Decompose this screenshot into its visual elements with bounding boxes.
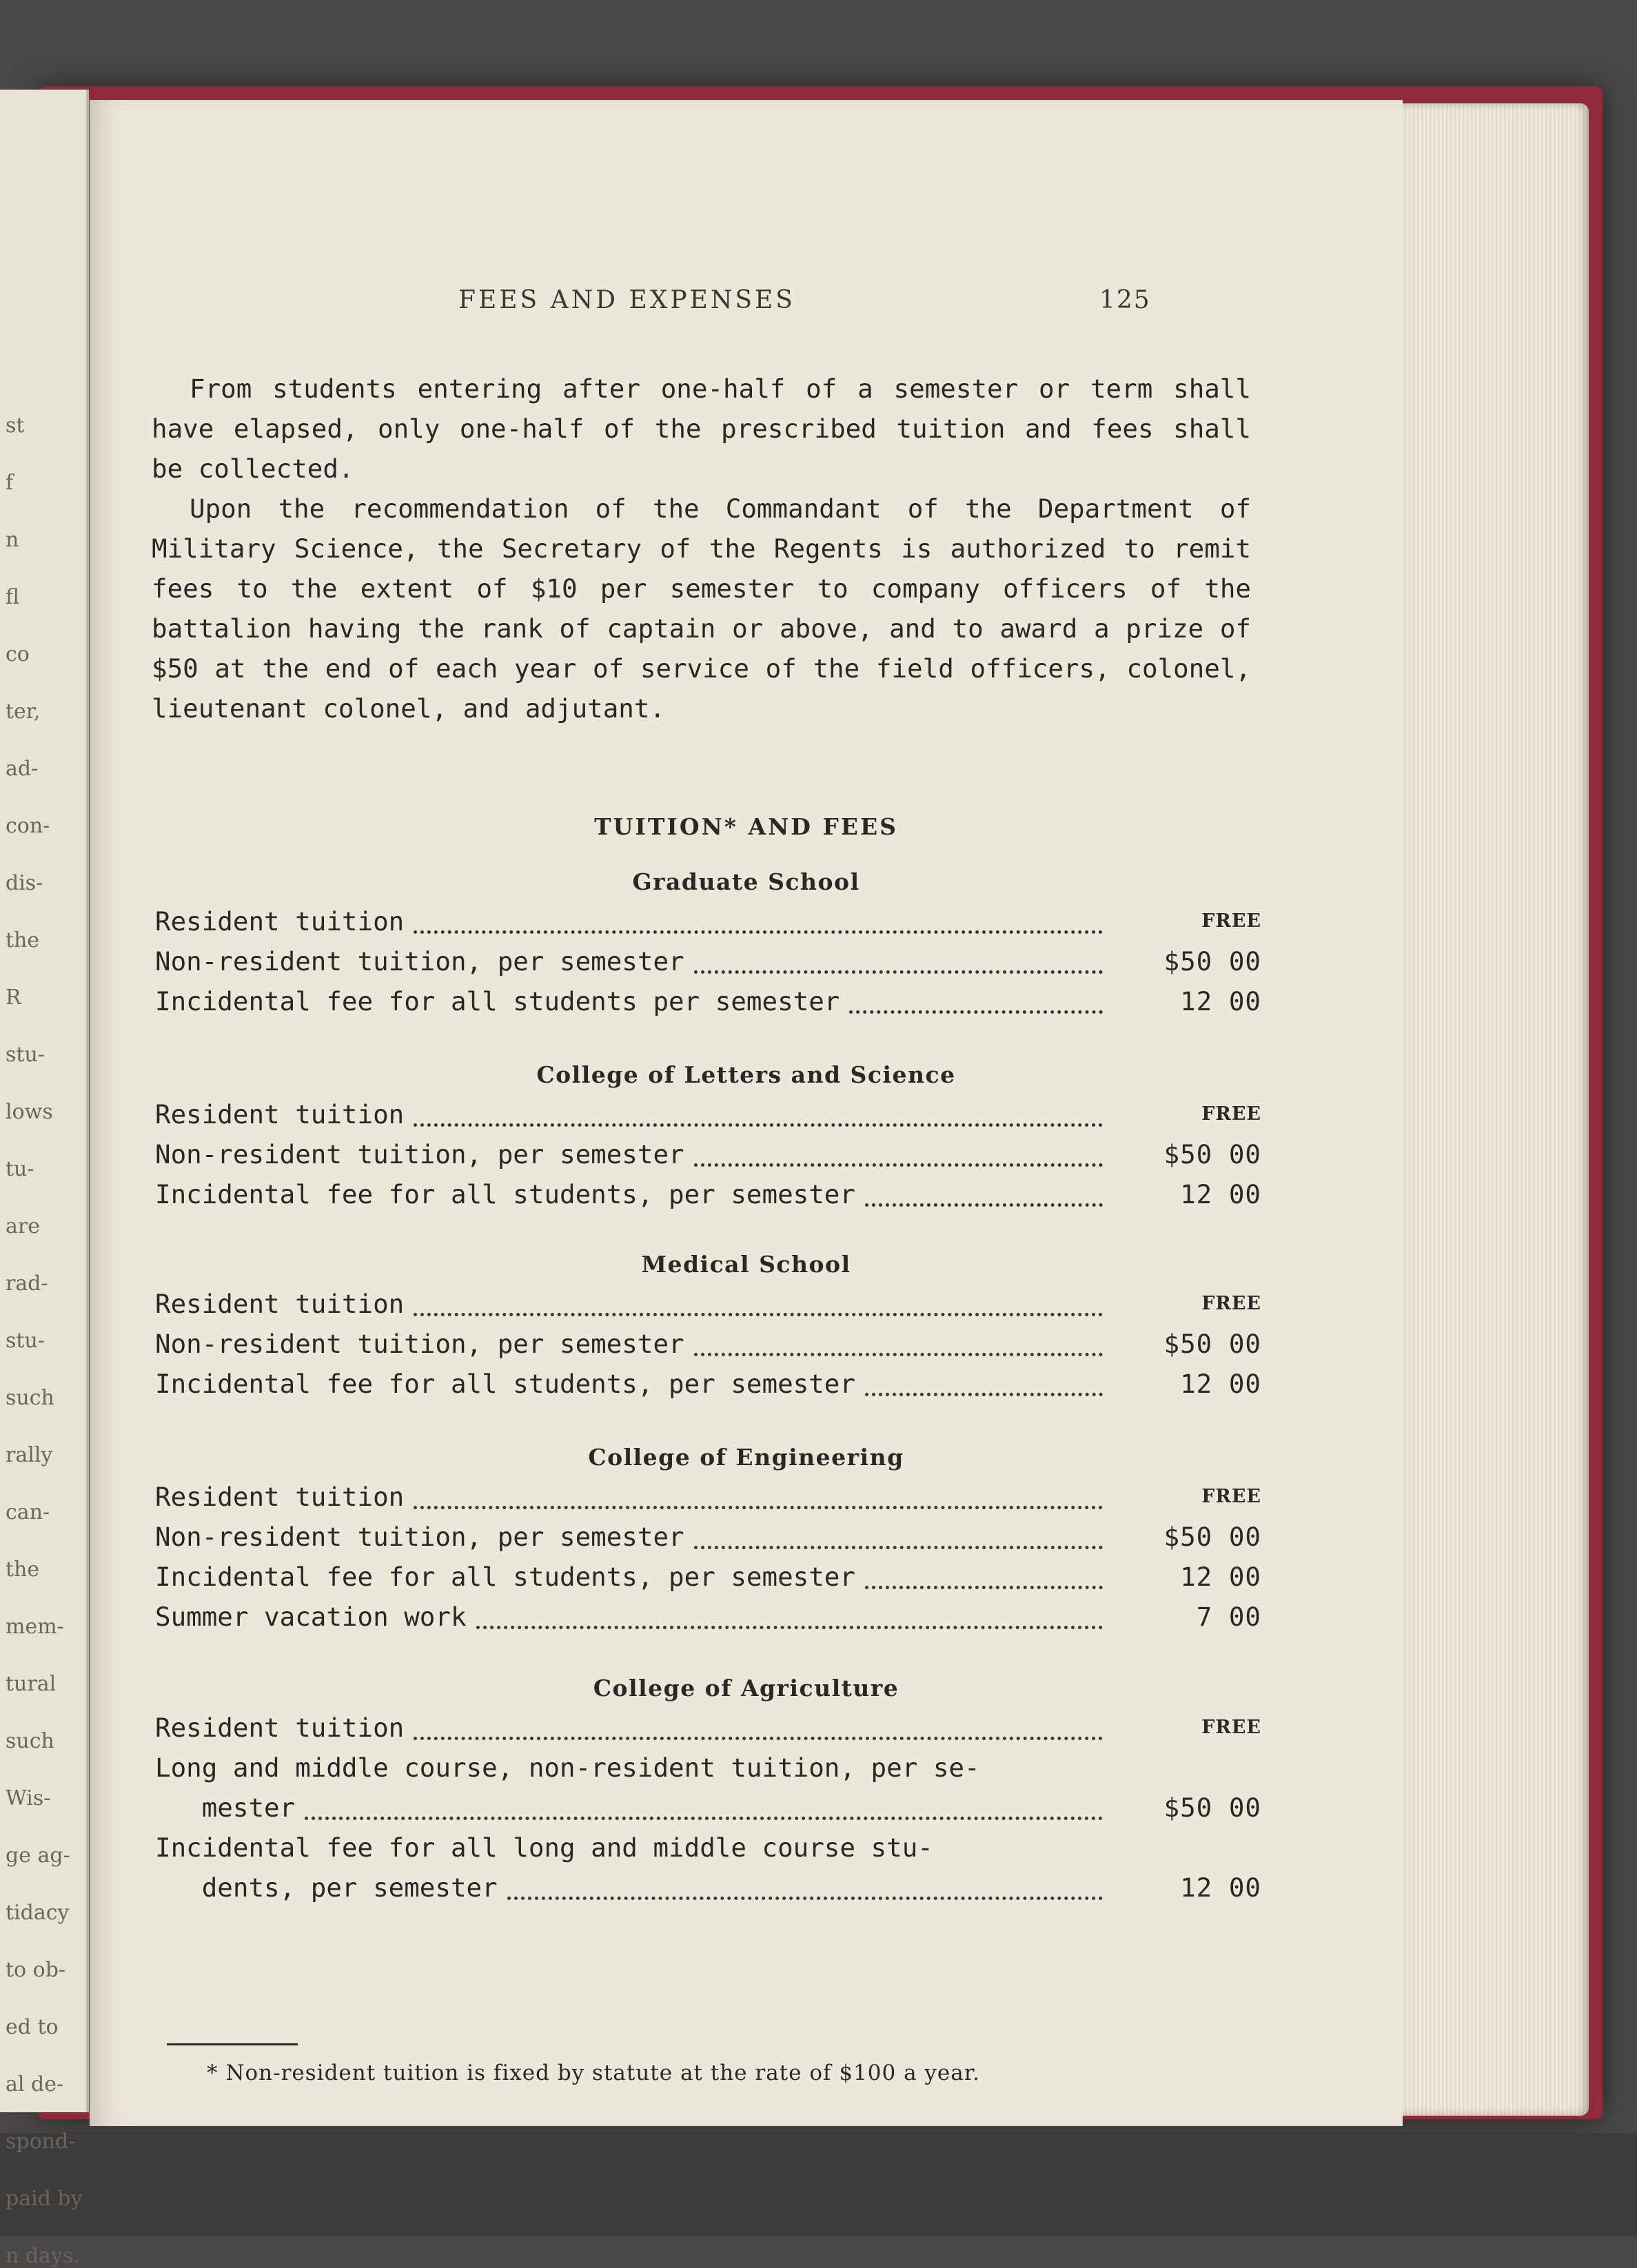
dot-leader [694, 1159, 1103, 1167]
fee-amount: 7 00 [1196, 1602, 1261, 1632]
left-page-text-fragment: Wis- [6, 1786, 51, 1810]
fee-label: dents, per semester [155, 1872, 498, 1903]
dot-leader [849, 1006, 1103, 1014]
left-page-text-fragment: rally [6, 1443, 53, 1467]
running-head [90, 286, 1403, 327]
paragraph: Upon the recommendation of the Commandant of the Department of Military Science, the Secretary of the Regents is authorized to remit fees to the extent of $10 per semester to company officers of the battalion having the rank of captain or above, and to award a prize of $50 at the end of each year of service of the field officers, colonel, lieutenant colonel, and adjutant. [152, 493, 1251, 724]
fee-row [155, 1364, 1261, 1404]
left-page-text-fragment: spond- [6, 2129, 76, 2154]
fee-amount: FREE [1201, 1717, 1261, 1738]
left-page-text-fragment: ge ag- [6, 1843, 70, 1868]
fee-row [155, 1597, 1261, 1637]
left-page-text-fragment: such [6, 1729, 54, 1753]
fee-amount: 12 00 [1180, 1369, 1261, 1399]
left-page-text-fragment: tu- [6, 1157, 34, 1181]
fee-row [155, 901, 1261, 941]
section-heading: Graduate School [632, 868, 860, 895]
left-page-text-fragment: dis- [6, 871, 43, 895]
book-page [90, 100, 1403, 2126]
fee-amount: FREE [1201, 1486, 1261, 1507]
fee-label: Non-resident tuition, per semester [155, 1329, 684, 1359]
fee-label: Incidental fee for all students, per semester [155, 1369, 855, 1399]
dot-leader [694, 1542, 1103, 1549]
fee-row [155, 1557, 1261, 1597]
left-page-text-fragment: paid by [6, 2187, 83, 2211]
dot-leader [865, 1389, 1103, 1396]
dot-leader [414, 926, 1103, 934]
fee-row [155, 1477, 1261, 1517]
left-page-text-fragment: tural [6, 1672, 57, 1696]
left-page-text-fragment: f [6, 471, 14, 495]
fee-row [155, 1134, 1261, 1174]
fee-row [155, 1324, 1261, 1364]
fee-amount: $50 00 [1163, 1792, 1261, 1823]
dot-leader [305, 1812, 1103, 1820]
footnote-rule [167, 2043, 298, 2045]
left-page-text-fragment: n days. [6, 2244, 80, 2268]
fee-label: Resident tuition [155, 1482, 405, 1512]
fee-label: mester [155, 1792, 296, 1823]
fee-row [155, 1094, 1261, 1134]
fee-label: Non-resident tuition, per semester [155, 946, 684, 977]
paragraph: From students entering after one-half of a semester or term shall have elapsed, only one-half of the prescribed tuition and fees shall be collected. [152, 374, 1251, 484]
left-page-text-fragment: the [6, 1557, 40, 1582]
left-page-text-fragment: are [6, 1214, 40, 1238]
fee-label: Resident tuition [155, 906, 405, 937]
section-heading: College of Engineering [588, 1444, 904, 1471]
fee-amount: $50 00 [1163, 1139, 1261, 1169]
background-surface [0, 2133, 1637, 2236]
left-page-text-fragment: such [6, 1386, 54, 1410]
left-page-text-fragment: ed to [6, 2015, 59, 2039]
dot-leader [414, 1119, 1103, 1127]
fee-row [155, 1174, 1261, 1214]
dot-leader [414, 1502, 1103, 1509]
fee-label: Non-resident tuition, per semester [155, 1139, 684, 1169]
dot-leader [414, 1733, 1103, 1740]
left-page-text-fragment: R [6, 985, 21, 1010]
fee-row [155, 1868, 1261, 1908]
table-title: TUITION* AND FEES [594, 813, 898, 840]
left-page-text-fragment: lows [6, 1100, 53, 1124]
dot-leader [414, 1309, 1103, 1316]
fee-label: Incidental fee for all long and middle course stu- [155, 1832, 933, 1863]
footnote: * Non-resident tuition is fixed by statute at the rate of $100 a year. [207, 2061, 981, 2085]
left-page-text-fragment: to ob- [6, 1958, 66, 1982]
fee-amount: $50 00 [1163, 1329, 1261, 1359]
left-page-edge [0, 90, 89, 2268]
dot-leader [507, 1892, 1103, 1900]
left-page-text-fragment: n [6, 528, 19, 552]
fee-label: Resident tuition [155, 1289, 405, 1319]
running-head-title: FEES AND EXPENSES [458, 286, 795, 314]
left-page-text-fragment: mem- [6, 1615, 64, 1639]
body-text [152, 369, 1251, 728]
fee-row [155, 1828, 1261, 1868]
dot-leader [694, 966, 1103, 974]
left-page-text-fragment: con- [6, 814, 50, 838]
left-page-text-fragment: ad- [6, 757, 39, 781]
section-heading: Medical School [641, 1251, 851, 1278]
left-page-text-fragment: ter, [6, 699, 41, 724]
dot-leader [694, 1349, 1103, 1356]
page-block-edges [1403, 103, 1589, 2116]
fee-label: Resident tuition [155, 1099, 405, 1130]
section-heading: College of Letters and Science [536, 1061, 956, 1088]
page-number: 125 [1099, 286, 1151, 314]
left-page-text-fragment: rad- [6, 1271, 48, 1296]
fee-amount: $50 00 [1163, 1522, 1261, 1552]
left-page-text-fragment: al de- [6, 2072, 64, 2096]
section-heading: College of Agriculture [593, 1675, 899, 1702]
fee-row [155, 941, 1261, 981]
fee-amount: FREE [1201, 1103, 1261, 1125]
fee-amount: $50 00 [1163, 946, 1261, 977]
fee-amount: 12 00 [1180, 1179, 1261, 1209]
fee-label: Non-resident tuition, per semester [155, 1522, 684, 1552]
fee-amount: FREE [1201, 1293, 1261, 1314]
fee-label: Incidental fee for all students, per semester [155, 1179, 855, 1209]
fee-label: Resident tuition [155, 1713, 405, 1743]
fee-row [155, 1748, 1261, 1788]
left-page-text-fragment: can- [6, 1500, 50, 1524]
fee-label: Incidental fee for all students, per semester [155, 1562, 855, 1592]
fee-row [155, 1788, 1261, 1828]
fee-row [155, 1517, 1261, 1557]
fee-amount: FREE [1201, 910, 1261, 932]
dot-leader [476, 1622, 1103, 1629]
left-page-text-fragment: stu- [6, 1043, 45, 1067]
left-page-text-fragment: the [6, 928, 40, 952]
fee-row [155, 1708, 1261, 1748]
fee-amount: 12 00 [1180, 1562, 1261, 1592]
left-page-text-fragment: stu- [6, 1329, 45, 1353]
left-page-text-fragment: fl [6, 585, 20, 609]
left-page-text-fragment: tidacy [6, 1901, 70, 1925]
fee-label: Summer vacation work [155, 1602, 467, 1632]
fee-label: Incidental fee for all students per semester [155, 986, 840, 1016]
dot-leader [865, 1199, 1103, 1207]
dot-leader [865, 1582, 1103, 1589]
left-page-text-fragment: st [6, 413, 25, 438]
fee-amount: 12 00 [1180, 1872, 1261, 1903]
fee-amount: 12 00 [1180, 986, 1261, 1016]
fee-row [155, 981, 1261, 1021]
fee-label: Long and middle course, non-resident tuition, per se- [155, 1753, 980, 1783]
fee-row [155, 1284, 1261, 1324]
left-page-text-fragment: co [6, 642, 30, 666]
